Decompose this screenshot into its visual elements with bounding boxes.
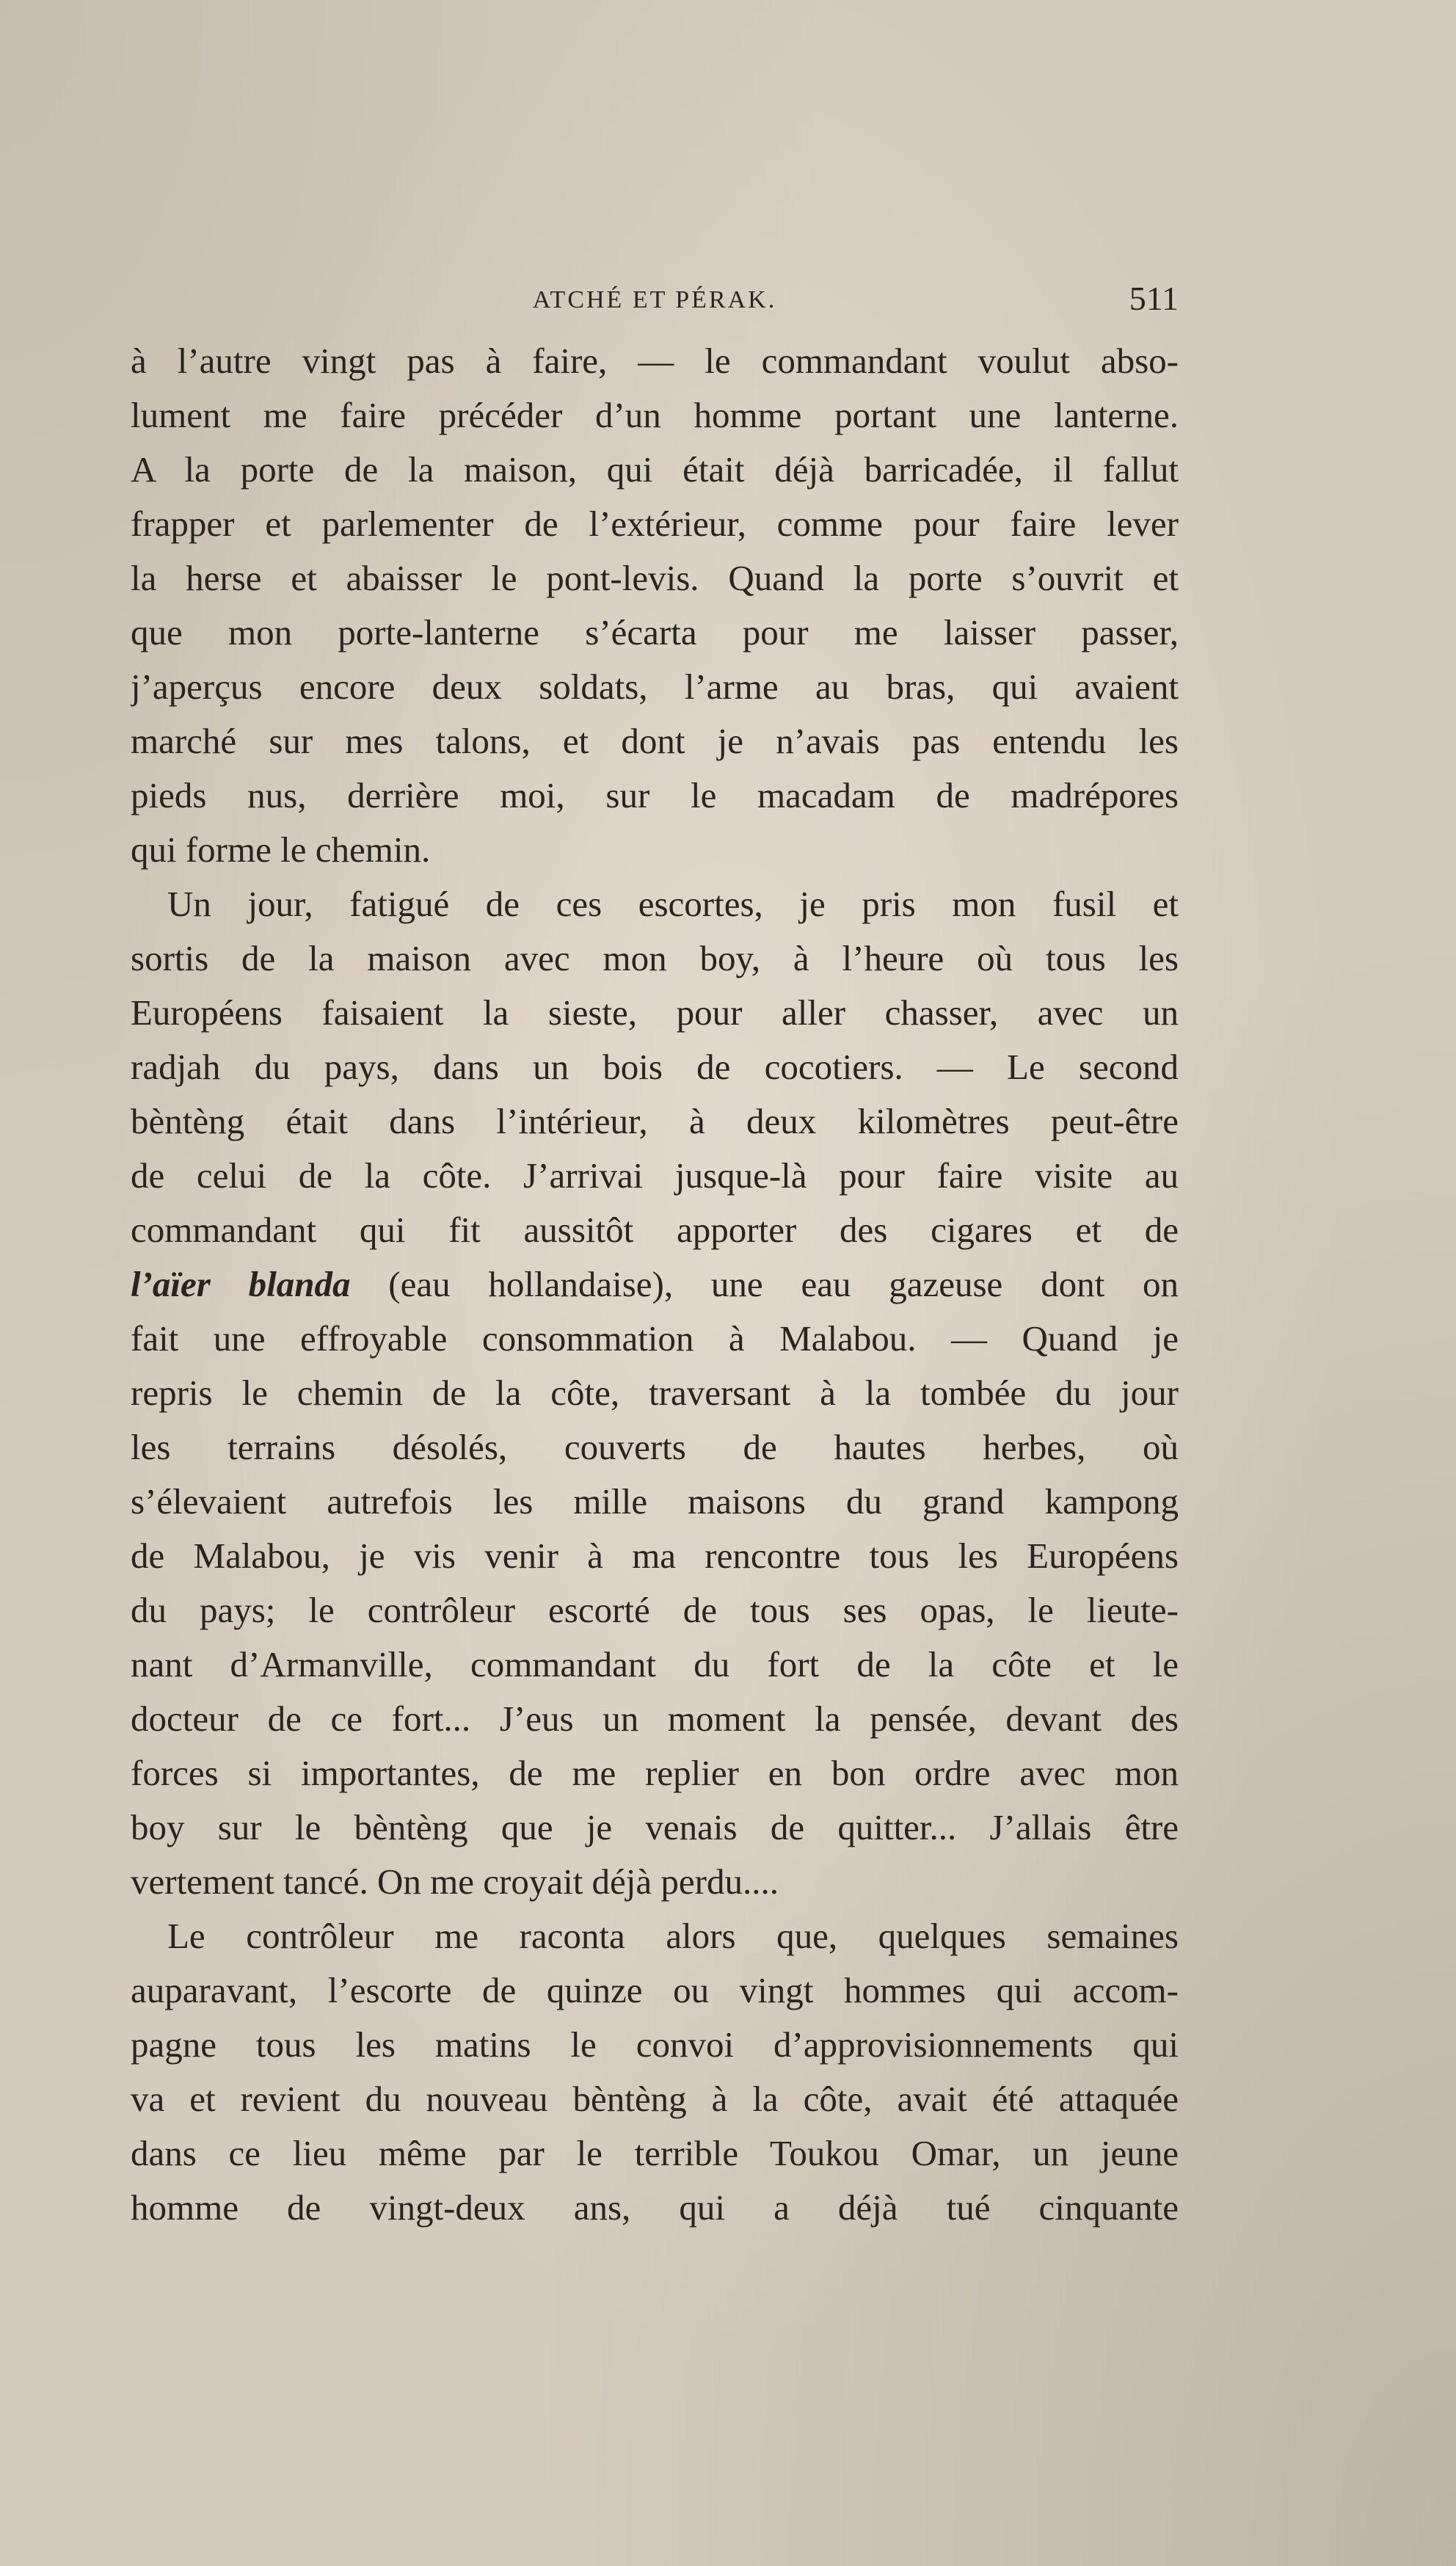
text-line: nant d’Armanville, commandant du fort de la côte et le	[131, 1644, 1179, 1684]
text-line: de Malabou, je vis venir à ma rencontre tous les Européens	[131, 1535, 1179, 1576]
body-text	[131, 334, 1179, 2235]
text-line: bèntèng était dans l’intérieur, à deux kilomètres peut-être	[131, 1101, 1179, 1141]
text-line: frapper et parlementer de l’extérieur, comme pour faire lever	[131, 504, 1179, 544]
text-line: va et revient du nouveau bèntèng à la côte, avait été attaquée	[131, 2079, 1179, 2119]
page-number: 511	[1129, 280, 1179, 317]
text-line: marché sur mes talons, et dont je n’avais pas entendu les	[131, 721, 1179, 761]
text-line: Européens faisaient la sieste, pour aller chasser, avec un	[131, 992, 1179, 1033]
text-line: auparavant, l’escorte de quinze ou vingt hommes qui accom-	[131, 1970, 1179, 2010]
text-line: les terrains désolés, couverts de hautes herbes, où	[131, 1427, 1179, 1467]
text-line: commandant qui fit aussitôt apporter des cigares et de	[131, 1210, 1179, 1250]
line-rest: (eau hollandaise), une eau gazeuse dont on	[350, 1264, 1179, 1304]
text-line: dans ce lieu même par le terrible Toukou Omar, un jeune	[131, 2133, 1179, 2173]
text-line: docteur de ce fort... J’eus un moment la pensée, devant des	[131, 1698, 1179, 1739]
text-line: j’aperçus encore deux soldats, l’arme au bras, qui avaient	[131, 666, 1179, 707]
text-line: la herse et abaisser le pont-levis. Quand la porte s’ouvrit et	[131, 558, 1179, 598]
text-line: du pays; le contrôleur escorté de tous ses opas, le lieute-	[131, 1590, 1179, 1630]
text-line: fait une effroyable consommation à Malabou. — Quand je	[131, 1318, 1179, 1359]
text-line: pagne tous les matins le convoi d’approvisionnements qui	[131, 2024, 1179, 2065]
running-head-title: ATCHÉ ET PÉRAK.	[532, 286, 777, 313]
text-line: lument me faire précéder d’un homme portant une lanterne.	[131, 395, 1179, 435]
text-line: que mon porte-lanterne s’écarta pour me laisser passer,	[131, 612, 1179, 653]
text-line: A la porte de la maison, qui était déjà barricadée, il fallut	[131, 449, 1179, 490]
text-line: forces si importantes, de me replier en bon ordre avec mon	[131, 1753, 1179, 1793]
text-line: homme de vingt-deux ans, qui a déjà tué cinquante	[131, 2187, 1179, 2228]
text-line: Un jour, fatigué de ces escortes, je pris mon fusil et	[167, 884, 1179, 924]
running-head	[131, 279, 1179, 323]
text-line: à l’autre vingt pas à faire, — le commandant voulut abso-	[131, 341, 1179, 381]
text-line: qui forme le chemin.	[131, 829, 431, 870]
text-line: vertement tancé. On me croyait déjà perdu....	[131, 1861, 779, 1902]
text-line: Le contrôleur me raconta alors que, quelques semaines	[167, 1916, 1179, 1956]
text-line: boy sur le bèntèng que je venais de quitter... J’allais être	[131, 1807, 1179, 1847]
text-line-with-italic	[131, 1257, 1179, 1312]
italic-phrase: l’aïer blanda	[131, 1264, 351, 1304]
text-line: radjah du pays, dans un bois de cocotiers. — Le second	[131, 1047, 1179, 1087]
text-line: repris le chemin de la côte, traversant à la tombée du jour	[131, 1373, 1179, 1413]
text-line: sortis de la maison avec mon boy, à l’heure où tous les	[131, 938, 1179, 978]
text-line: pieds nus, derrière moi, sur le macadam de madrépores	[131, 775, 1179, 815]
text-line: de celui de la côte. J’arrivai jusque-là pour faire visite au	[131, 1155, 1179, 1196]
text-line: s’élevaient autrefois les mille maisons du grand kampong	[131, 1481, 1179, 1522]
